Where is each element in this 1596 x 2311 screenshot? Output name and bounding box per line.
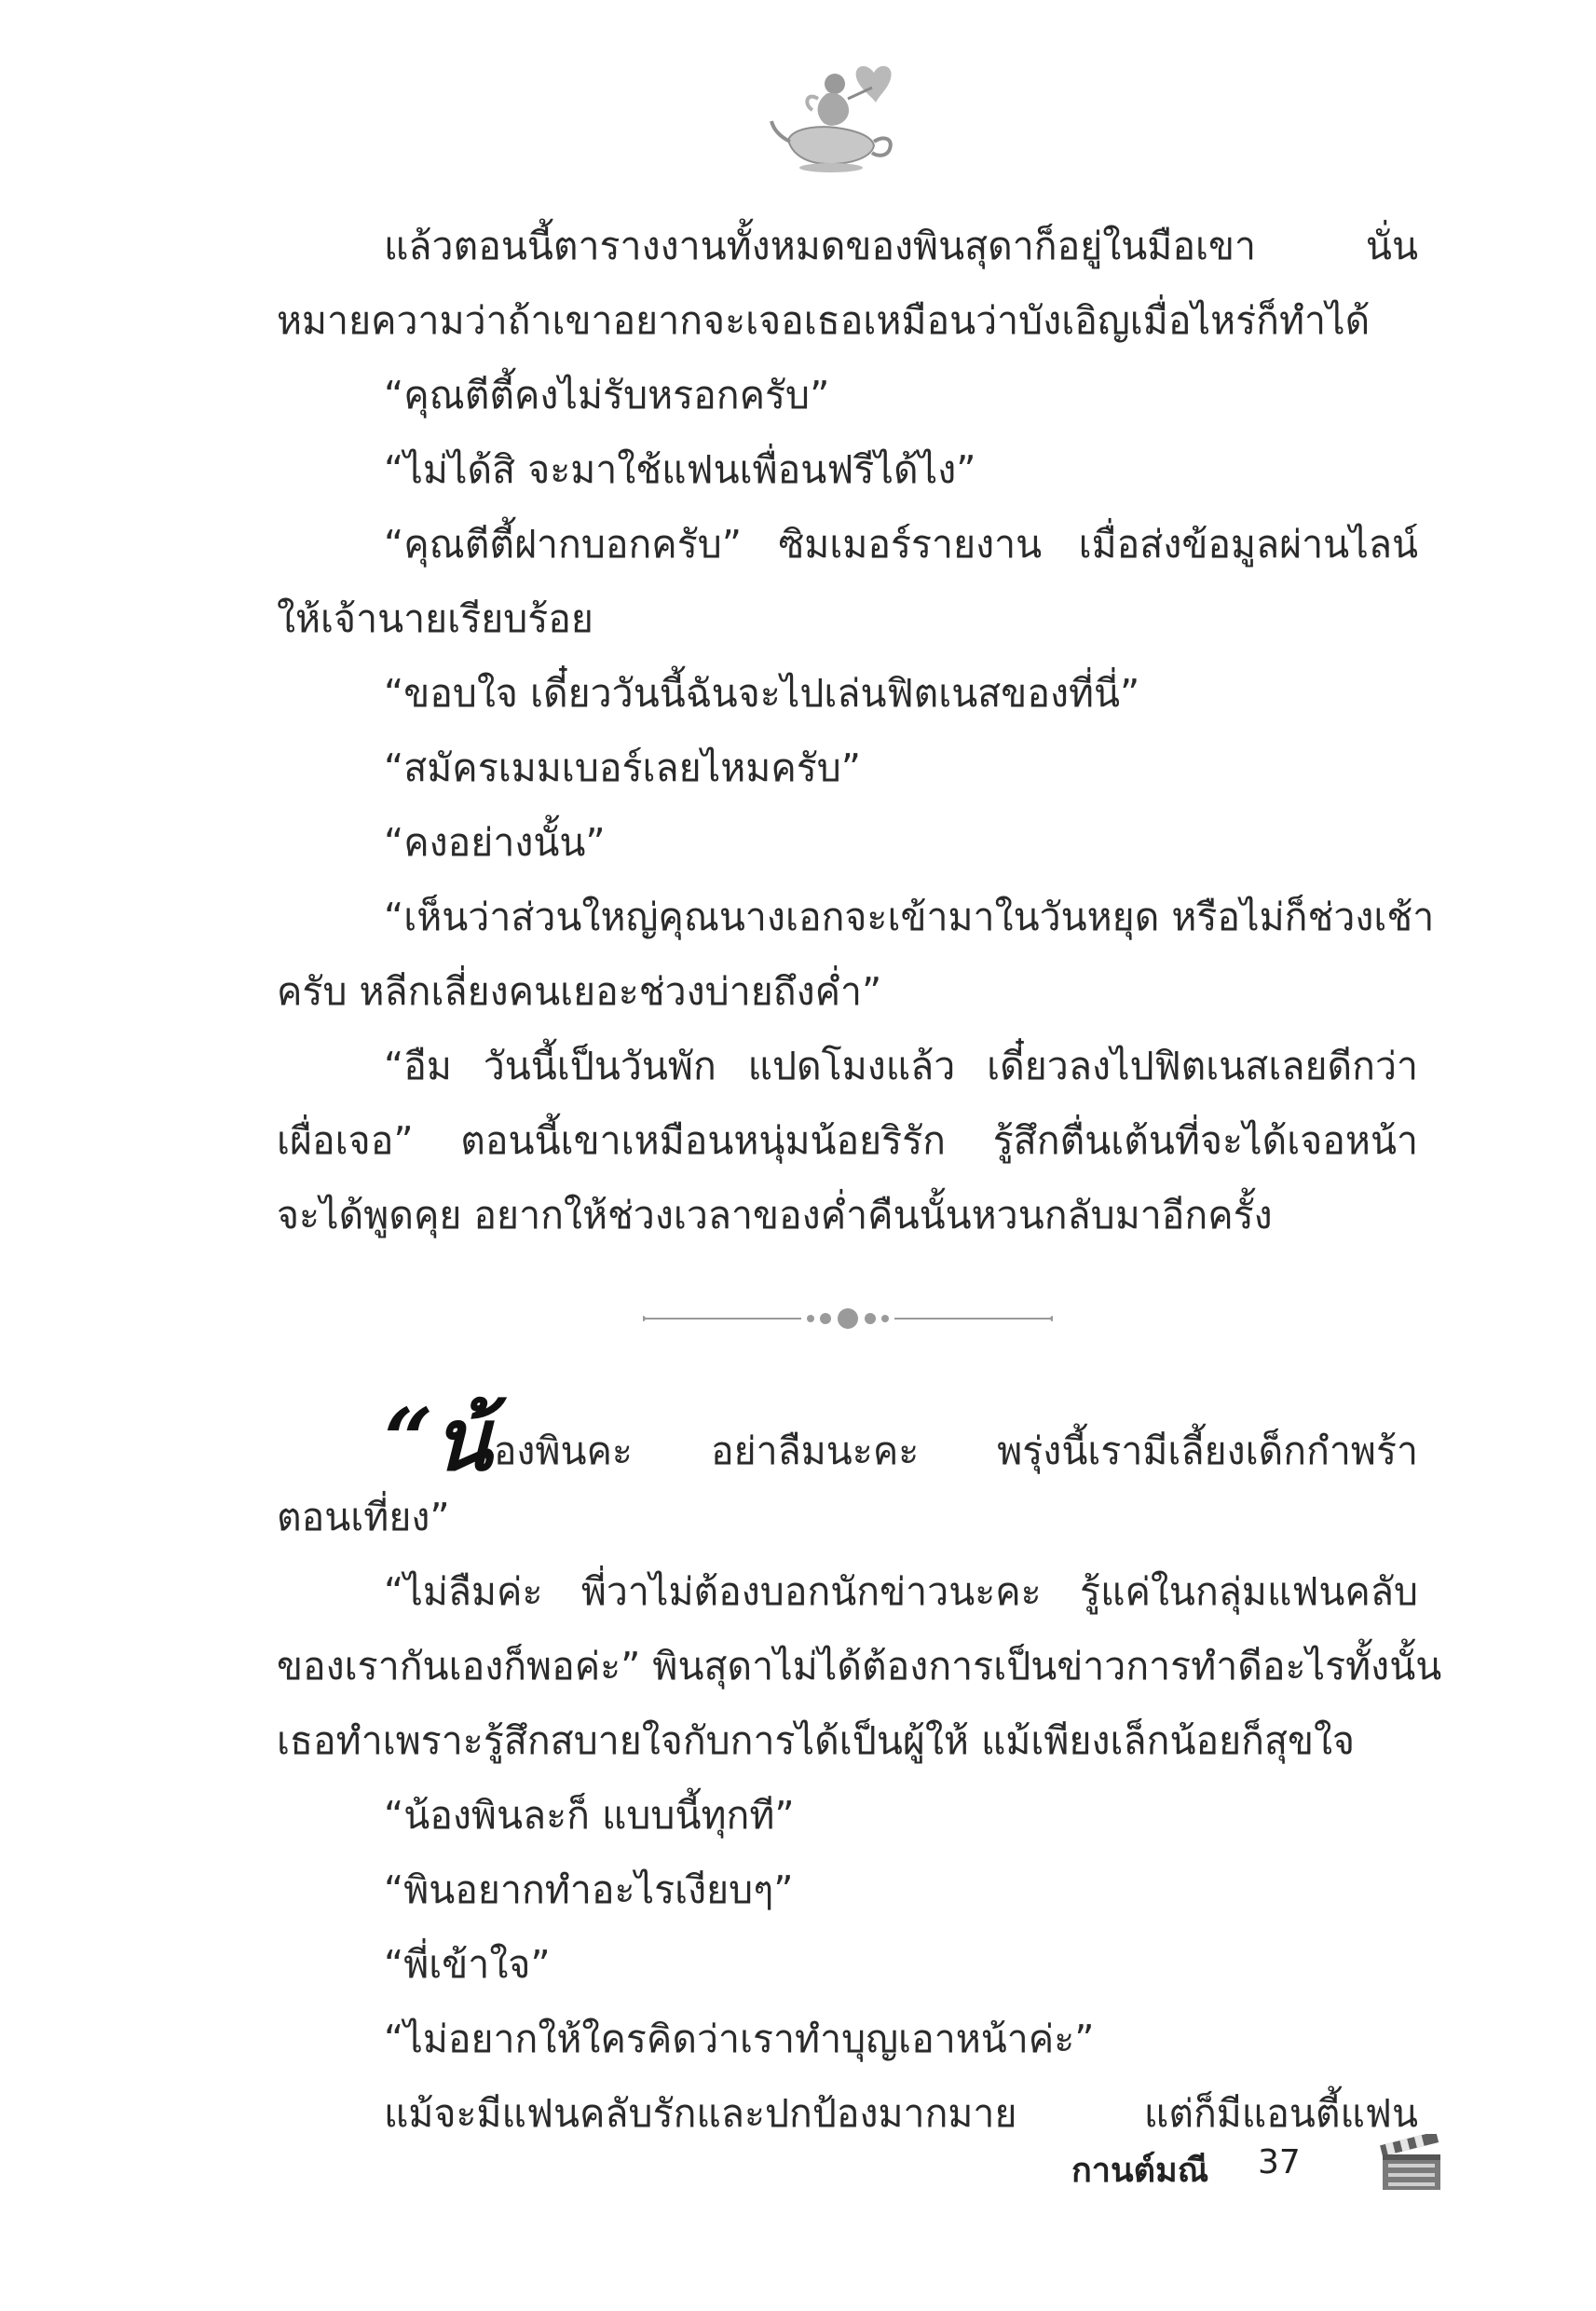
page-number: 37	[1258, 2143, 1301, 2181]
book-title: กานต์มณี	[1071, 2152, 1209, 2190]
opening-line	[384, 1389, 1418, 1490]
ornamental-divider	[643, 1305, 1053, 1333]
paragraph-line: “น้องพินละก็ แบบนี้ทุกที”	[384, 1793, 795, 1838]
paragraph-line: “ไม่ได้สิ จะมาใช้แฟนเพื่อนฟรีได้ไง”	[384, 447, 976, 492]
paragraph-line: “เห็นว่าส่วนใหญ่คุณนางเอกจะเข้ามาในวันหยุด หรือไม่ก็ช่วงเช้า	[384, 895, 1435, 939]
paragraph-line: เผื่อเจอ” ตอนนี้เขาเหมือนหนุ่มน้อยริรัก รู้สึกตื่นเต้นที่จะได้เจอหน้า	[277, 1118, 1418, 1163]
paragraph-line: “สมัครเมมเบอร์เลยไหมครับ”	[384, 745, 862, 790]
paragraph-line: ตอนเที่ยง”	[277, 1495, 450, 1539]
paragraph-line: “คงอย่างนั้น”	[384, 820, 606, 865]
clapperboard-icon	[1379, 2134, 1444, 2192]
paragraph-line: “พี่เข้าใจ”	[384, 1942, 551, 1987]
paragraph-line: หมายความว่าถ้าเขาอยากจะเจอเธอเหมือนว่าบังเอิญเมื่อไหร่ก็ทำได้	[277, 298, 1371, 343]
paragraph-line: ให้เจ้านายเรียบร้อย	[277, 596, 593, 641]
paragraph-line: “พินอยากทำอะไรเงียบๆ”	[384, 1867, 794, 1912]
paragraph-line: เธอทำเพราะรู้สึกสบายใจกับการได้เป็นผู้ให้ แม้เพียงเล็กน้อยก็สุขใจ	[277, 1718, 1356, 1763]
cupid-teapot-icon	[770, 56, 909, 177]
paragraph-line: “คุณตีตี้คงไม่รับหรอกครับ”	[384, 373, 830, 417]
paragraph-line: “คุณตีตี้ฝากบอกครับ” ซิมเมอร์รายงาน เมื่อส่งข้อมูลผ่านไลน์	[384, 522, 1418, 567]
opening-line-text: องพินคะ อย่าลืมนะคะ พรุ่งนี้เรามีเลี้ยงเด็กกำพร้า	[493, 1429, 1418, 1473]
paragraph-line: ครับ หลีกเลี่ยงคนเยอะช่วงบ่ายถึงค่ำ”	[277, 969, 882, 1014]
paragraph-line: จะได้พูดคุย อยากให้ช่วงเวลาของค่ำคืนนั้นหวนกลับมาอีกครั้ง	[277, 1193, 1273, 1238]
paragraph-line: ของเรากันเองก็พอค่ะ” พินสุดาไม่ได้ต้องการเป็นข่าวการทำดีอะไรทั้งนั้น	[277, 1644, 1442, 1689]
paragraph-line: “ไม่อยากให้ใครคิดว่าเราทำบุญเอาหน้าค่ะ”	[384, 2017, 1095, 2061]
paragraph-line: “ขอบใจ เดี๋ยววันนี้ฉันจะไปเล่นฟิตเนสของที่นี่”	[384, 671, 1140, 716]
paragraph-line: “ไม่ลืมค่ะ พี่วาไม่ต้องบอกนักข่าวนะคะ รู้แค่ในกลุ่มแฟนคลับ	[384, 1569, 1418, 1614]
paragraph-line: “อืม วันนี้เป็นวันพัก แปดโมงแล้ว เดี๋ยวลงไปฟิตเนสเลยดีกว่า	[384, 1044, 1418, 1088]
paragraph-line: แล้วตอนนี้ตารางงานทั้งหมดของพินสุดาก็อยู่ในมือเขา นั่น	[384, 224, 1418, 268]
paragraph-line: แม้จะมีแฟนคลับรักและปกป้องมากมาย แต่ก็มีแอนตี้แฟน	[384, 2091, 1418, 2136]
drop-cap: “น้	[384, 1389, 492, 1490]
